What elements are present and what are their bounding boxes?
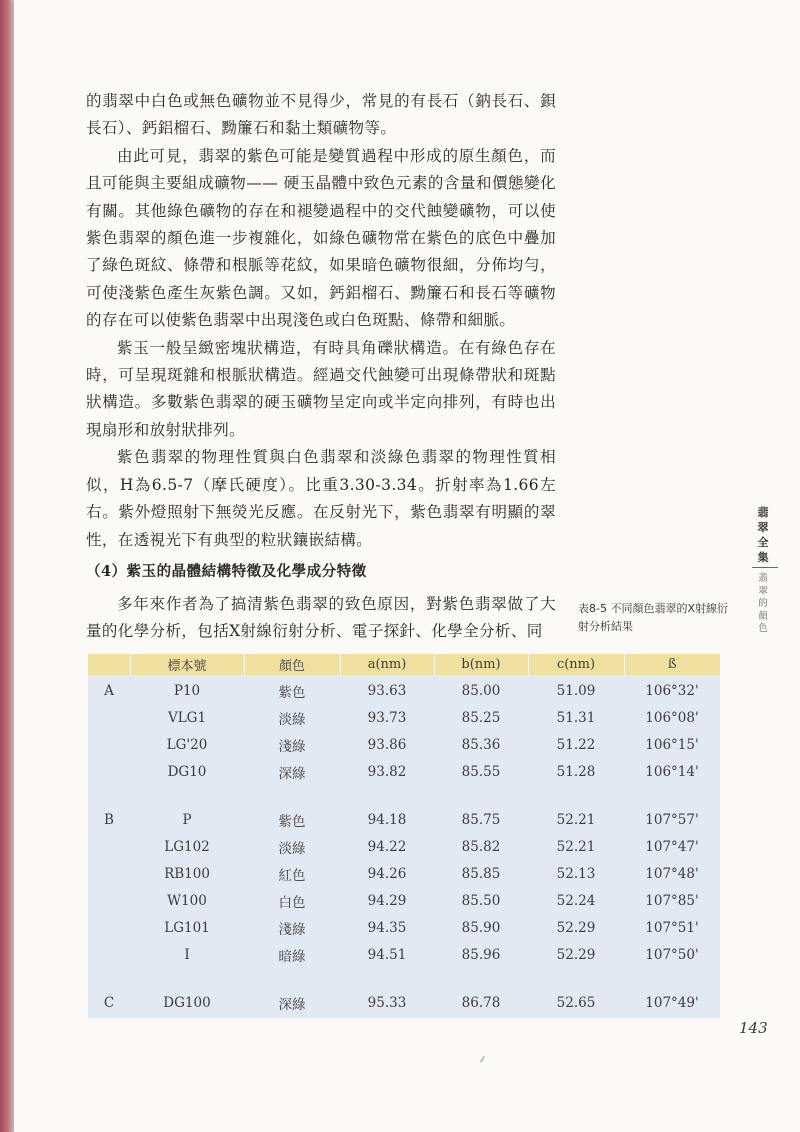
- specimen-cell: DG10: [167, 763, 207, 780]
- beta-cell: 107°48': [645, 865, 699, 882]
- page-number: 143: [739, 1019, 768, 1037]
- beta-cell: 106°15': [645, 736, 699, 753]
- side-subtitle: 翡翠的顏色: [758, 573, 768, 634]
- group-label-cell: [88, 758, 130, 785]
- c-cell: 52.24: [556, 892, 596, 909]
- b-cell: 85.50: [461, 892, 501, 909]
- color-cell: 深綠: [278, 996, 306, 1013]
- paragraph-4: 紫色翡翠的物理性質與白色翡翠和淡綠色翡翠的物理性質相似，H為6.5-7（摩氏硬度）。比重3.30-3.34。折射率為1.66左右。紫外燈照射下無熒光反應。在反射光下，紫色翡翠有明顯的翠性，在透視光下有典型的粒狀鑲嵌結構。: [86, 448, 556, 549]
- paragraph-2: 由此可見，翡翠的紫色可能是變質過程中形成的原生顏色，而且可能與主要組成礦物—— 硬玉晶體中致色元素的含量和價態變化有關。其他綠色礦物的存在和褪變過程中的交代蝕變礦物，可以使紫色翡翠的顏色進一步複雜化，如綠色礦物常在紫色的底色中疊加了綠色斑紋、條帶和根脈等花紋，如果暗色礦物很細，分佈均勻，可使淺紫色產生灰紫色調。又如，鈣鋁榴石、黝簾石和長石等礦物的存在可以使紫色翡翠中出現淺色或白色斑點、條帶和細脈。: [86, 146, 556, 330]
- group-label-cell: [88, 704, 130, 731]
- a-cell: 95.33: [367, 994, 407, 1011]
- color-cell: 白色: [278, 894, 306, 911]
- b-cell: 85.90: [461, 919, 501, 936]
- book-spine-edge: [0, 0, 14, 1132]
- a-cell: 94.26: [367, 865, 407, 882]
- a-cell: 94.51: [367, 946, 407, 963]
- c-cell: 51.31: [556, 709, 596, 726]
- specimen-cell: LG102: [164, 838, 210, 855]
- b-cell: 85.00: [461, 682, 501, 699]
- c-cell: 51.28: [556, 763, 596, 780]
- c-cell: 52.65: [556, 994, 596, 1011]
- beta-cell: 107°85': [645, 892, 699, 909]
- group-label-cell: [88, 914, 130, 941]
- a-cell: 94.22: [367, 838, 407, 855]
- table-row: [88, 887, 720, 914]
- c-cell: 51.09: [556, 682, 596, 699]
- b-cell: 85.75: [461, 811, 501, 828]
- color-cell: 深綠: [278, 765, 306, 782]
- group-label-cell: [88, 833, 130, 860]
- group-label-cell: [88, 941, 130, 968]
- header-specimen: 標本號: [130, 654, 244, 675]
- header-b: b(nm): [434, 654, 528, 675]
- group-label-cell: [88, 887, 130, 914]
- a-cell: 94.35: [367, 919, 407, 936]
- b-cell: 86.78: [461, 994, 501, 1011]
- color-cell: 紫色: [278, 684, 306, 701]
- specimen-cell: RB100: [164, 865, 210, 882]
- table-row: [88, 675, 720, 704]
- specimen-cell: W100: [167, 892, 207, 909]
- b-cell: 85.36: [461, 736, 501, 753]
- spacer-cell: [88, 785, 720, 804]
- color-cell: 淡綠: [278, 840, 306, 857]
- color-cell: 紫色: [278, 813, 306, 830]
- header-color: 顏色: [244, 654, 340, 675]
- b-cell: 85.55: [461, 763, 501, 780]
- group-label-cell: A: [104, 682, 114, 699]
- table-row: [88, 704, 720, 731]
- c-cell: 51.22: [556, 736, 596, 753]
- group-label-cell: C: [103, 994, 115, 1011]
- a-cell: 93.73: [367, 709, 407, 726]
- group-label-cell: [88, 860, 130, 887]
- c-cell: 52.29: [556, 946, 596, 963]
- section-paragraph: 多年來作者為了搞清紫色翡翠的致色原因，對紫色翡翠做了大量的化學分析，包括X射線衍射分析、電子探針、化學全分析、同: [86, 595, 556, 641]
- a-cell: 93.82: [367, 763, 407, 780]
- body-text: [86, 88, 556, 554]
- a-cell: 94.18: [367, 811, 407, 828]
- group-label-cell: B: [104, 811, 114, 828]
- a-cell: 93.63: [367, 682, 407, 699]
- table-row: [88, 941, 720, 968]
- color-cell: 淡綠: [278, 711, 306, 728]
- c-cell: 52.21: [556, 811, 596, 828]
- table-row: [88, 860, 720, 887]
- beta-cell: 107°49': [645, 994, 699, 1011]
- c-cell: 52.29: [556, 919, 596, 936]
- beta-cell: 106°14': [645, 763, 699, 780]
- beta-cell: 107°57': [645, 811, 699, 828]
- c-cell: 52.13: [556, 865, 596, 882]
- table-header-row: [88, 654, 720, 675]
- beta-cell: 107°50': [645, 946, 699, 963]
- table-row: [88, 758, 720, 785]
- spacer-cell: [88, 968, 720, 987]
- header-c: c(nm): [528, 654, 624, 675]
- header-group: [88, 654, 130, 675]
- table-row: [88, 914, 720, 941]
- paragraph-1: 的翡翠中白色或無色礦物並不見得少，常見的有長石（鈉長石、鋇長石）、鈣鋁榴石、黝簾石和黏土類礦物等。: [86, 92, 556, 138]
- header-a: a(nm): [340, 654, 434, 675]
- group-label-cell: [88, 731, 130, 758]
- color-cell: 紅色: [278, 867, 306, 884]
- beta-cell: 106°32': [645, 682, 699, 699]
- paragraph-3: 紫玉一般呈緻密塊狀構造，有時具角礫狀構造。在有綠色存在時，可呈現斑雜和根脈狀構造。經過交代蝕變可出現條帶狀和斑點狀構造。多數紫色翡翠的硬玉礦物呈定向或半定向排列，有時也出現扇形和放射狀排列。: [86, 338, 556, 439]
- color-cell: 淺綠: [278, 738, 306, 755]
- color-cell: 淺綠: [278, 921, 306, 938]
- beta-cell: 107°47': [645, 838, 699, 855]
- xrd-table-container: [88, 654, 720, 1018]
- b-cell: 85.25: [461, 709, 501, 726]
- group-spacer: [88, 785, 720, 804]
- beta-cell: 107°51': [645, 919, 699, 936]
- table-row: [88, 804, 720, 833]
- specimen-cell: P10: [173, 682, 201, 699]
- table-row: [88, 987, 720, 1016]
- specimen-cell: DG100: [163, 994, 211, 1011]
- table-row: [88, 833, 720, 860]
- beta-cell: 106°08': [645, 709, 699, 726]
- side-divider: [752, 567, 778, 568]
- side-title: 翡翠全集: [757, 506, 769, 564]
- specimen-cell: I: [184, 946, 190, 963]
- c-cell: 52.21: [556, 838, 596, 855]
- header-beta: ß: [667, 657, 677, 672]
- section-text: [86, 591, 556, 646]
- xrd-table: [88, 654, 720, 1016]
- specimen-cell: P: [182, 811, 192, 828]
- scan-smudge: ⸙: [478, 1052, 488, 1066]
- table-body: [88, 675, 720, 1016]
- specimen-cell: LG'20: [166, 736, 208, 753]
- table-row: [88, 731, 720, 758]
- specimen-cell: LG101: [164, 919, 210, 936]
- section-heading: （4）紫玉的晶體結構特徵及化學成分特徵: [86, 563, 367, 580]
- table-caption: 表8-5 不同顏色翡翠的X射線衍射分析結果: [578, 602, 728, 633]
- b-cell: 85.85: [461, 865, 501, 882]
- color-cell: 暗綠: [278, 948, 306, 965]
- group-spacer: [88, 968, 720, 987]
- b-cell: 85.96: [461, 946, 501, 963]
- a-cell: 94.29: [367, 892, 407, 909]
- a-cell: 93.86: [367, 736, 407, 753]
- b-cell: 85.82: [461, 838, 501, 855]
- specimen-cell: VLG1: [167, 709, 207, 726]
